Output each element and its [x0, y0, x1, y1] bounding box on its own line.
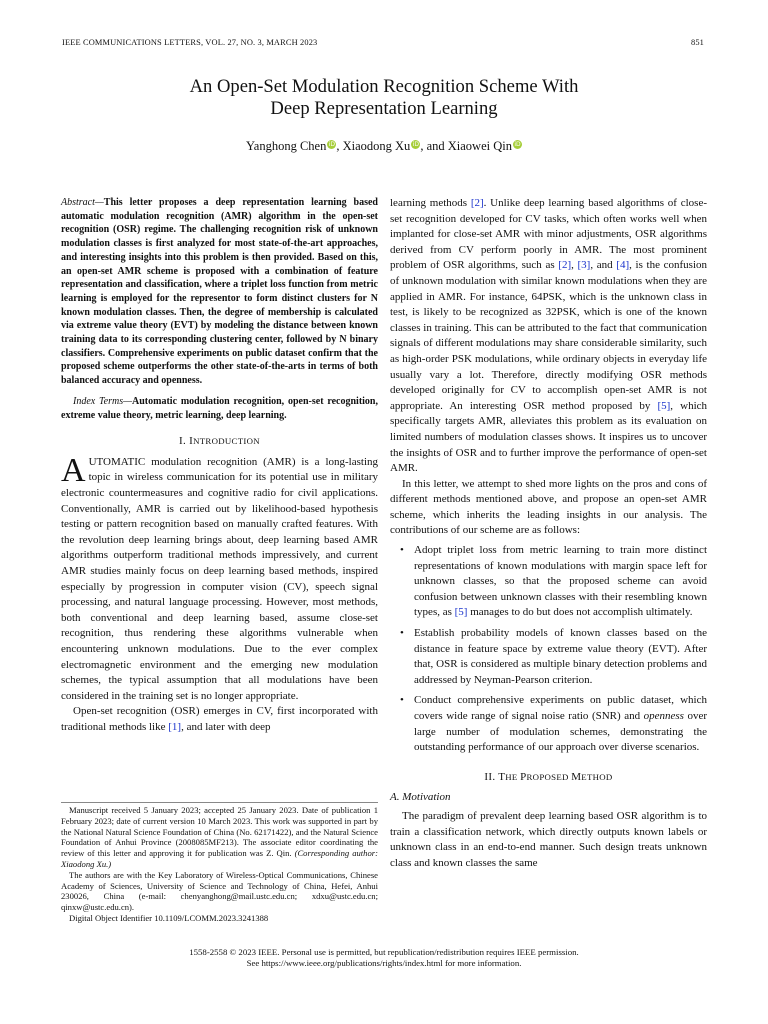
index-terms-text: Automatic modulation recognition, open-set recognition, extreme value theory, metric learning, deep learning. [61, 395, 378, 421]
section-title-rest: NTRODUCTION [193, 436, 260, 447]
subsection-heading-motivation: A. Motivation [390, 791, 451, 804]
right-column [390, 196, 707, 871]
author-name: Xiaodong Xu [342, 139, 411, 153]
abstract [61, 196, 378, 388]
intro-p2-text: Open-set recognition (OSR) emerges in CV, first incorporated with traditional methods like [61, 705, 378, 733]
abstract-label: Abstract [61, 197, 95, 208]
section-title-part: ROPOSED [526, 771, 572, 782]
orcid-icon[interactable]: iD [328, 141, 335, 148]
footnote-text: Manuscript received 5 January 2023; accepted 25 January 2023. Date of publication 1 February 2023; date of current version 10 March 2023. This work was supported in part by the National Natural Science Foundation of China (No. 62171422), and the Natural Science Foundation of Anhui Province (2008085MF213). The associate editor coordinating the review of this letter and approving it for publication was Z. Qin. [61, 805, 378, 859]
section-heading-introduction [61, 434, 378, 450]
bullet-text: manages to do but does not accomplish ultimately. [467, 606, 693, 619]
section-title-initial: I [189, 435, 194, 448]
body-text: , is the confusion of unknown modulation with similar known modulations when they are applied in AMR. For instance, 64PSK, which is the unknown class in test, is likely to be recognized as 32PSK, which is one of the known classes in training. This can be attributed to the fact that communication signals of different modulations may share considerable similarity, such as high-order PSK modulations, while ordinary objects in everyday life usually vary a lot. Therefore, directly modifying OSR methods developed originally for CV to accomplish open-set AMR is not appropriate. An interesting OSR method proposed by [390, 259, 707, 412]
footnotes [61, 802, 378, 924]
drop-cap: A [61, 451, 86, 489]
title-line-2: Deep Representation Learning [270, 98, 498, 119]
index-terms-label: Index Terms [73, 395, 124, 407]
list-item [390, 626, 707, 688]
author-name: Yanghong Chen [246, 139, 327, 153]
contributions-intro: In this letter, we attempt to shed more lights on the pros and cons of different methods mentioned above, and propose an open-set AMR scheme, which inherits the leading insights in our analysis. The contributions of our scheme are as follows: [390, 477, 707, 537]
bullet-icon: • [400, 694, 404, 707]
left-column [61, 196, 378, 736]
bullet-text: Adopt triplet loss from metric learning to train more distinct representations of known modulations with margin space left for unknown classes, so that the proposed scheme can avoid confusion between unknown classes with their resembling known types, as [414, 544, 707, 619]
bullet-icon: • [400, 544, 404, 557]
footnote-doi: Digital Object Identifier 10.1109/LCOMM.2023.3241388 [69, 912, 269, 923]
list-item [390, 543, 707, 621]
orcid-icon[interactable]: iD [412, 141, 419, 148]
journal-header: IEEE COMMUNICATIONS LETTERS, VOL. 27, NO. 3, MARCH 2023 [62, 38, 318, 47]
citation-link[interactable]: [5] [657, 399, 671, 412]
body-text: learning methods [390, 197, 471, 209]
author-separator: , and [420, 139, 448, 153]
citation-link[interactable]: [2] [558, 259, 572, 272]
citation-link[interactable]: [4] [616, 259, 630, 272]
footnote-affiliation: The authors are with the Key Laboratory of Wireless-Optical Communications, Chinese Academy of Sciences, University of Science and Technology of China, Hefei, Anhui 230026, China (e-mail: chenyanghong@mail.ustc.edu.cn; xdxu@ustc.edu.cn; qinxw@ustc.edu.cn). [61, 869, 378, 913]
section-title-part: P [520, 770, 527, 783]
body-text: , and [590, 259, 617, 272]
section-number: I. [179, 435, 190, 448]
contributions-list [390, 543, 707, 756]
intro-paragraph-2 [61, 704, 378, 735]
corresponding-author: (Corresponding author: Xiaodong Xu.) [61, 848, 378, 869]
footnote-manuscript [61, 805, 378, 870]
body-text: , which specifically targets AMR, alleviates this problem as its evaluation on limited numbers of modulation classes shows. It inspires us to uncover the insights of OSR and to further improve the performance of open-set AMR. [390, 399, 708, 475]
abstract-text: This letter proposes a deep representation learning based automatic modulation recognition (AMR) algorithm in the open-set recognition (OSR) regime. The challenging recognition risk of unknown modulation classes is first analyzed for most state-of-the-art approaches, and interesting insights into this problem is then provided. Based on this, an open-set AMR scheme is proposed with a combination of feature representation and classification, where a triplet loss function from metric learning is employed for the representor to form distinct clusters for N known modulation classes. Then, the degree of membership is calculated via extreme value theory (EVT) by modeling the distance between known training data to its corresponding clustering center, followed by N binary classifiers. Comprehensive experiments on public dataset confirm that the proposed scheme outperforms the other state-of-the-arts in terms of both balanced accuracy and openness. [61, 197, 378, 387]
citation-link[interactable]: [5] [454, 606, 468, 619]
emphasis-term: openness [643, 710, 684, 722]
copyright-footer [60, 947, 708, 970]
section-title-part: M [571, 770, 582, 783]
bullet-text: Conduct comprehensive experiments on public dataset, which covers wide range of signal noise ratio (SNR) and [414, 694, 707, 722]
bullet-text: over large number of modulation schemes, demonstrating the outstanding performance of our approach over diverse scenarios. [414, 710, 708, 754]
body-text: . Unlike deep learning based algorithms of close-set recognition developed for CV tasks, which often works well when implanted for close-set AMR with minor adjustments, OSR algorithms derived from CV perform poorly in AMR. The most prominent problem of OSR algorithms, such as [390, 197, 707, 272]
intro-p2-text-end: , and later with deep [181, 720, 271, 733]
orcid-icon[interactable]: iD [514, 141, 521, 148]
citation-link[interactable]: [2] [470, 197, 484, 209]
bullet-text: Establish probability models of known classes based on the distance in feature space by extreme value theory (EVT). After that, OSR is considered as multiple binary detection problems and addressed by Neyman-Pearson criterion. [414, 627, 707, 686]
bullet-icon: • [400, 627, 404, 640]
section-title-part: ETHOD [581, 771, 613, 782]
body-paragraph [390, 196, 707, 477]
title-line-1: An Open-Set Modulation Recognition Scheme With [189, 76, 579, 97]
rights-link[interactable]: See https://www.ieee.org/publications/rights/index.html for more information. [246, 958, 522, 969]
section-heading-proposed-method [390, 770, 707, 786]
author-separator: , [336, 139, 343, 153]
section-title-part: HE [505, 771, 521, 782]
body-text: , [571, 259, 578, 272]
intro-text: UTOMATIC modulation recognition (AMR) is a long-lasting topic in wireless communication for its potential use in military electronic countermeasures and cognitive radio for civil applications. Conventionally, AMR is carried out by likelihood-based hypothesis testing or pattern recognition based on manually crafted features. With the revolution deep learning brings about, deep learning based AMR algorithms outperform traditional methods impressively, and current AMR studies mainly focus on deep learning based methods, inspired especially by progression in computer vision (CV), speech signal processing, and natural language processing. However, most methods, both conventional and deep learning based, assume close-set recognition, thus rendering these algorithms vulnerable when encountering unknown modulations. Due to the ever complex electromagnetic environment and the emerging new modulation schemes, the typical assumption that all modulations have been considered in the training set is no longer appropriate. [61, 455, 378, 702]
motivation-paragraph: The paradigm of prevalent deep learning based OSR algorithm is to train a classification network, which directly outputs known labels or unknown class in an end-to-end manner. Such design treats unknown class and known classes the same [390, 809, 707, 869]
section-title-part: T [498, 770, 506, 783]
abstract-dash: — [94, 197, 104, 208]
index-terms-dash: — [123, 395, 133, 407]
list-item [390, 693, 707, 755]
citation-link[interactable]: [1] [168, 720, 182, 733]
author-list [100, 139, 668, 154]
citation-link[interactable]: [3] [577, 259, 591, 272]
intro-paragraph [61, 451, 378, 705]
paper-title [100, 76, 668, 120]
section-number: II. [484, 770, 499, 783]
copyright-line: 1558-2558 © 2023 IEEE. Personal use is permitted, but republication/redistribution requires IEEE permission. [189, 947, 579, 957]
author-name: Xiaowei Qin [447, 139, 512, 153]
page-number: 851 [690, 38, 704, 47]
index-terms [61, 395, 378, 422]
